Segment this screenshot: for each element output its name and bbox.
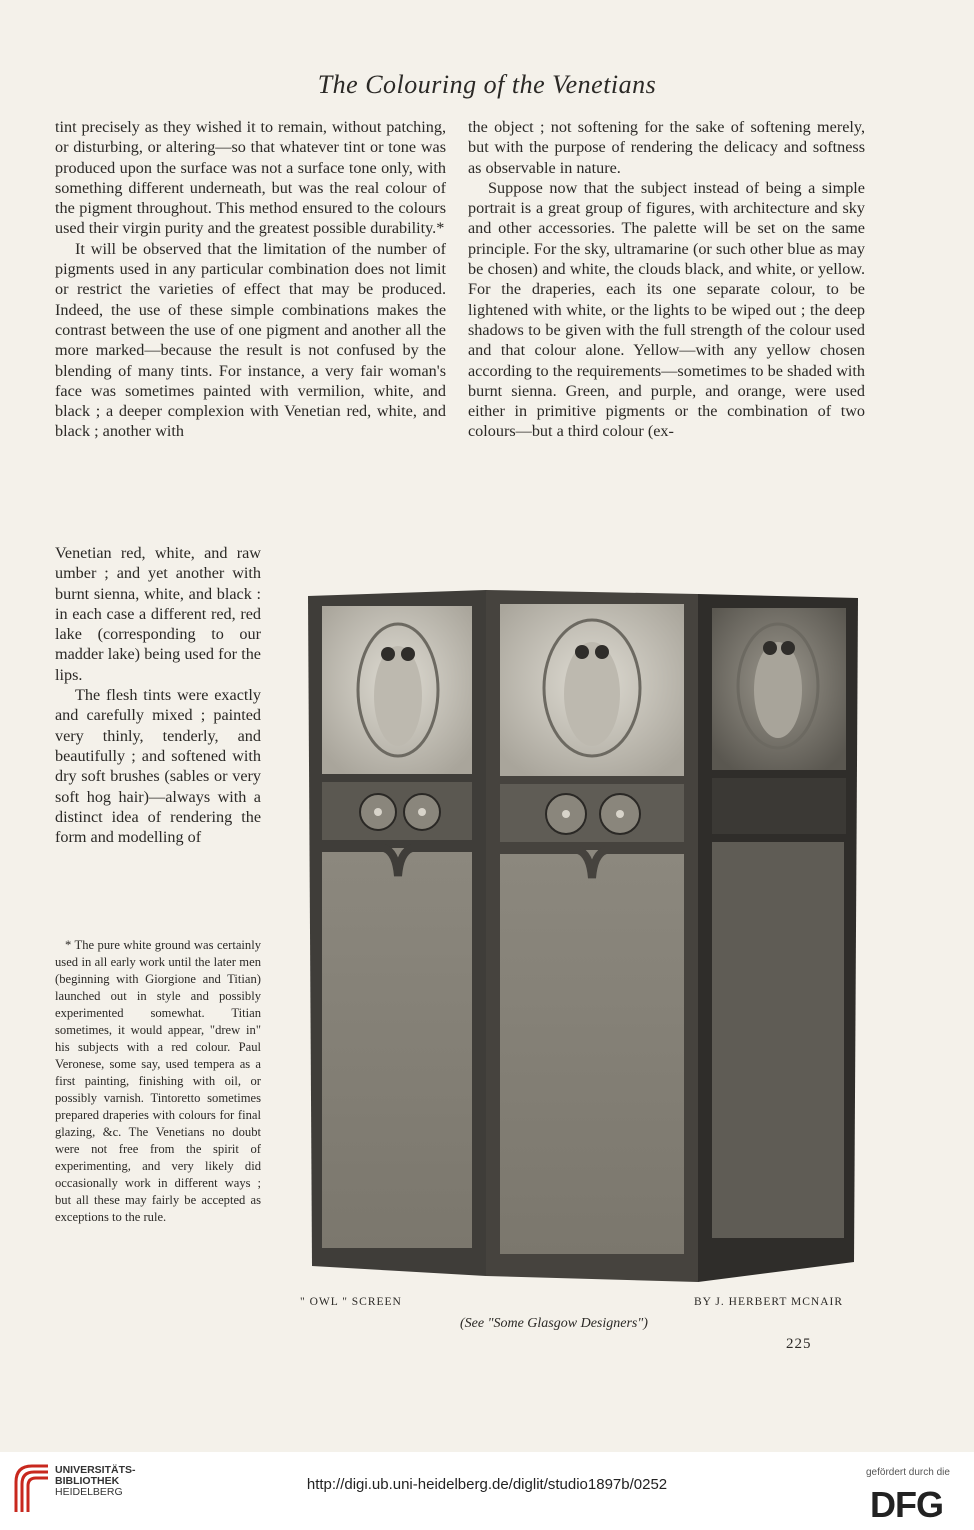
library-name: UNIVERSITÄTS- BIBLIOTHEK HEIDELBERG — [55, 1464, 136, 1498]
figure-caption-title: " OWL " SCREEN — [300, 1296, 402, 1308]
narrow-column — [55, 543, 261, 847]
figure-caption-artist: BY J. HERBERT MCNAIR — [694, 1296, 844, 1308]
right-paragraph-2: Suppose now that the subject instead of being a simple portrait is a great group of figures, with architecture and sky and other accessories. The palette will be set on the same principle. For the sky, ultramarine (or such other blue as may be chosen) and white, the clouds black, and white, or yellow. For the draperies, each its one separate colour, to be lightened with white, or the lights to be wiped out ; the deep shadows to be given with the full strength of the colour used and that colour alone. Yellow—with any yellow chosen according to the requirements—sometimes to be shaded with burnt sienna. Green, and purple, and orange, were used either in primitive pigments or the combination of two colours—but a third colour (ex- — [468, 178, 865, 441]
right-column — [468, 117, 865, 442]
narrow-paragraph-2: The flesh tints were exactly and carefully mixed ; painted very thinly, tenderly, and beautifully ; and softened with dry soft brushes (sables or very soft hog hair)—always with a distinct idea of rendering the form and modelling of — [55, 686, 261, 847]
figure-caption-reference: (See "Some Glasgow Designers") — [460, 1316, 648, 1331]
page-number: 225 — [786, 1336, 812, 1352]
digitization-footer — [0, 1452, 974, 1530]
left-column — [55, 117, 446, 442]
right-paragraph-1: the object ; not softening for the sake of softening merely, but with the purpose of rendering the delicacy and softness as observable in nature. — [468, 118, 865, 177]
footnote — [55, 937, 261, 1226]
dfg-logo: DFG — [870, 1484, 943, 1525]
page-title: The Colouring of the Venetians — [317, 70, 657, 99]
footnote-text: * The pure white ground was certainly used in all early work until the later men (beginning with Giorgione and Titian) launched out in style and possibly experimented somewhat. Titian sometimes, it would appear, "drew in" his subjects with a red colour. Paul Veronese, some say, used tempera as a first painting, finishing with oil, or possibly varnish. Tintoretto sometimes prepared draperies with colours for final glazing, &c. The Venetians no doubt were not free from the spirit of experimenting, and very likely did occasionally work in different ways ; but all these may fairly be accepted as exceptions to the rule. — [55, 938, 261, 1224]
left-paragraph-1: tint precisely as they wished it to remain, without patching, or disturbing, or altering—so that whatever tint or tone was produced upon the surface was not a surface tone only, with something different underneath, but was the real colour of the pigment throughout. This method ensured to the colours used their virgin purity and the greatest possible durability.* — [55, 118, 446, 238]
source-url-link[interactable]: http://digi.ub.uni-heidelberg.de/diglit/studio1897b/0252 — [306, 1476, 668, 1493]
left-paragraph-2: It will be observed that the limitation of the number of pigments used in any particular combination does not limit or restrict the varieties of effect that may be produced. Indeed, the use of these simple combinations makes the contrast between the use of one pigment and another all the more marked—because the result is not confused by the blending of many tints. For instance, a very fair woman's face was sometimes painted with vermilion, white, and black ; a deeper complexion with Venetian red, white, and black ; another with — [55, 239, 446, 441]
owl-screen-photograph — [298, 586, 870, 1294]
funding-label: gefördert durch die — [866, 1467, 950, 1478]
narrow-paragraph-1: Venetian red, white, and raw umber ; and yet another with burnt sienna, white, and black : in each case a different red, red lake (corresponding to our madder lake) being used for the lips. — [55, 544, 261, 684]
